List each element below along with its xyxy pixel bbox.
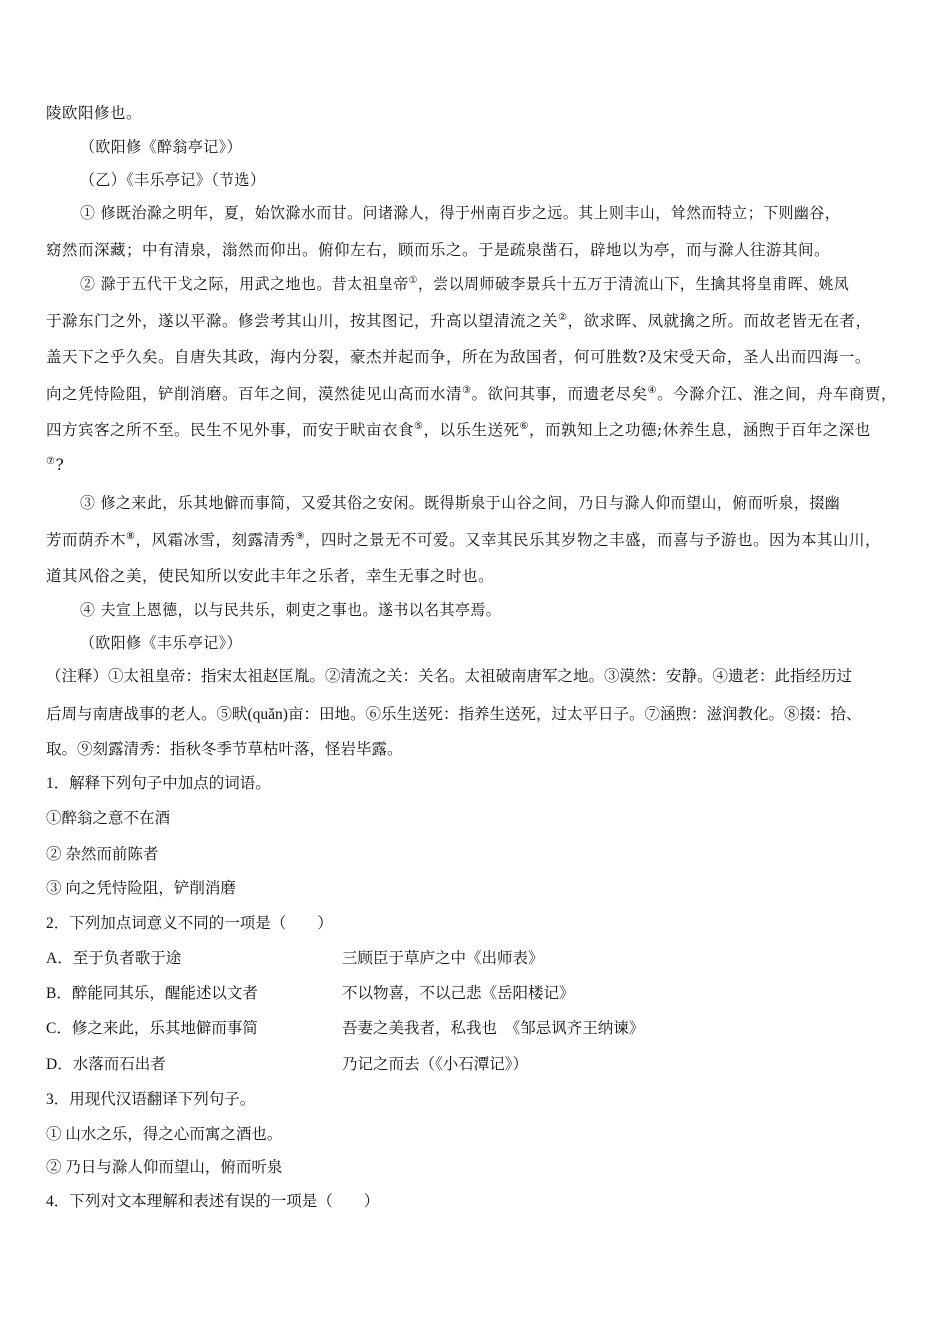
footnote-mark-5: ⑤ bbox=[414, 420, 424, 432]
footnote-mark-1: ① bbox=[408, 274, 418, 286]
question-3-item-1: ① 山水之乐，得之心而寓之酒也。 bbox=[46, 1126, 283, 1143]
footnote-mark-3: ③ bbox=[462, 384, 472, 396]
question-3-stem: 3．用现代汉语翻译下列句子。 bbox=[46, 1091, 256, 1108]
notes-line-2: 后周与南唐战事的老人。⑤畎(quǎn)亩：田地。⑥乐生送死：指养生送死，过太平日子。⑦涵煦：滋润教化。⑧掇：拾、 bbox=[46, 706, 862, 723]
paragraph-2-line-3: 盖天下之乎久矣。自唐失其政，海内分裂，豪杰并起而争，所在为敌国者，何可胜数?及宋受天命，圣人出而四海一。 bbox=[46, 348, 871, 366]
question-4-stem: 4．下列对文本理解和表述有误的一项是（ ） bbox=[46, 1193, 380, 1210]
footnote-mark-4: ④ bbox=[647, 384, 657, 396]
footnote-mark-8: ⑧ bbox=[126, 530, 136, 542]
question-1-item-2: ② 杂然而前陈者 bbox=[46, 846, 159, 863]
paragraph-2-line-4: 向之凭恃险阻，铲削消磨。百年之间，漠然徒见山高而水清③。欲问其事，而遗老尽矣④。今滁介江、淮之间，舟车商贾， bbox=[46, 384, 897, 403]
paragraph-2-line-1: ② 滁于五代干戈之际，用武之地也。昔太祖皇帝①，尝以周师破李景兵十五万于清流山下，生擒其将皇甫晖、姚凤 bbox=[80, 274, 850, 293]
paragraph-2-line-6: ⑦? bbox=[46, 455, 65, 474]
question-1-item-3: ③ 向之凭恃险阻，铲削消磨 bbox=[46, 880, 236, 897]
question-1-stem: 1．解释下列句子中加点的词语。 bbox=[46, 775, 271, 792]
footnote-mark-6: ⑥ bbox=[519, 420, 529, 432]
question-2-option-a: A．至于负者歌于途 bbox=[46, 950, 182, 967]
question-1-item-1: ①醉翁之意不在酒 bbox=[46, 810, 171, 827]
paragraph-3-line-1: ③ 修之来此，乐其地僻而事简，又爱其俗之安闲。既得斯泉于山谷之间，乃日与滁人仰而望山，俯而听泉，掇幽 bbox=[80, 494, 841, 512]
paragraph-2-line-2: 于滁东门之外，遂以平滁。修尝考其山川，按其图记，升高以望清流之关②，欲求晖、凤就擒之所。而故老皆无在者， bbox=[46, 311, 872, 330]
paragraph-1-line-1: ① 修既治滁之明年，夏，始饮滁水而甘。问诸滁人，得于州南百步之远。其上则丰山，耸然而特立；下则幽谷， bbox=[80, 204, 841, 222]
paragraph-4: ④ 夫宣上恩德，以与民共乐，刺吏之事也。遂书以名其亭焉。 bbox=[80, 601, 502, 619]
question-2-option-d-pair: 乃记之而去（《小石潭记》） bbox=[342, 1056, 529, 1073]
question-3-item-2: ② 乃日与滁人仰而望山，俯而听泉 bbox=[46, 1159, 283, 1176]
question-2-option-d: D．水落而石出者 bbox=[46, 1056, 166, 1073]
question-2-option-b: B．醉能同其乐，醒能述以文者 bbox=[46, 985, 258, 1002]
question-2-option-c-pair: 吾妻之美我者，私我也 《邹忌讽齐王纳谏》 bbox=[342, 1020, 645, 1037]
footnote-mark-2: ② bbox=[558, 311, 568, 323]
paragraph-2-line-5: 四方宾客之所不至。民生不见外事，而安于畎亩衣食⑤，以乐生送死⑥，而孰知上之功德;休养生息，涵煦于百年之深也 bbox=[46, 420, 871, 439]
question-2-stem: 2．下列加点词意义不同的一项是（ ） bbox=[46, 915, 333, 932]
question-2-option-b-pair: 不以物喜，不以己悲《岳阳楼记》 bbox=[342, 985, 575, 1002]
passage-b-heading: （乙）《丰乐亭记》（节选） bbox=[80, 171, 266, 189]
paragraph-1-line-2: 窈然而深藏；中有清泉，滃然而仰出。俯仰左右，顾而乐之。于是疏泉凿石，辟地以为亭，而与滁人往游其间。 bbox=[46, 241, 831, 259]
passage-b-source: （欧阳修《丰乐亭记》） bbox=[80, 634, 243, 652]
notes-line-1: （注释）①太祖皇帝：指宋太祖赵匡胤。②清流之关：关名。太祖破南唐军之地。③漠然：安静。④遗老：此指经历过 bbox=[46, 668, 853, 685]
question-2-option-c: C．修之来此，乐其地僻而事简 bbox=[46, 1020, 258, 1037]
notes-line-3: 取。⑨刻露清秀：指秋冬季节草枯叶落，怪岩毕露。 bbox=[46, 741, 403, 758]
question-2-option-a-pair: 三顾臣于草庐之中《出师表》 bbox=[342, 950, 544, 967]
footnote-mark-7: ⑦ bbox=[46, 455, 56, 467]
footnote-mark-9: ⑨ bbox=[295, 530, 305, 542]
paragraph-3-line-3: 道其风俗之美，使民知所以安此丰年之乐者，幸生无事之时也。 bbox=[46, 567, 495, 585]
passage-a-tail: 陵欧阳修也。 bbox=[46, 104, 143, 122]
paragraph-3-line-2: 芳而荫乔木⑧，风霜冰雪，刻露清秀⑨，四时之景无不可爱。又幸其民乐其岁物之丰盛，而喜与予游也。因为本其山川， bbox=[46, 530, 881, 549]
passage-a-source: （欧阳修《醉翁亭记》） bbox=[80, 138, 243, 156]
